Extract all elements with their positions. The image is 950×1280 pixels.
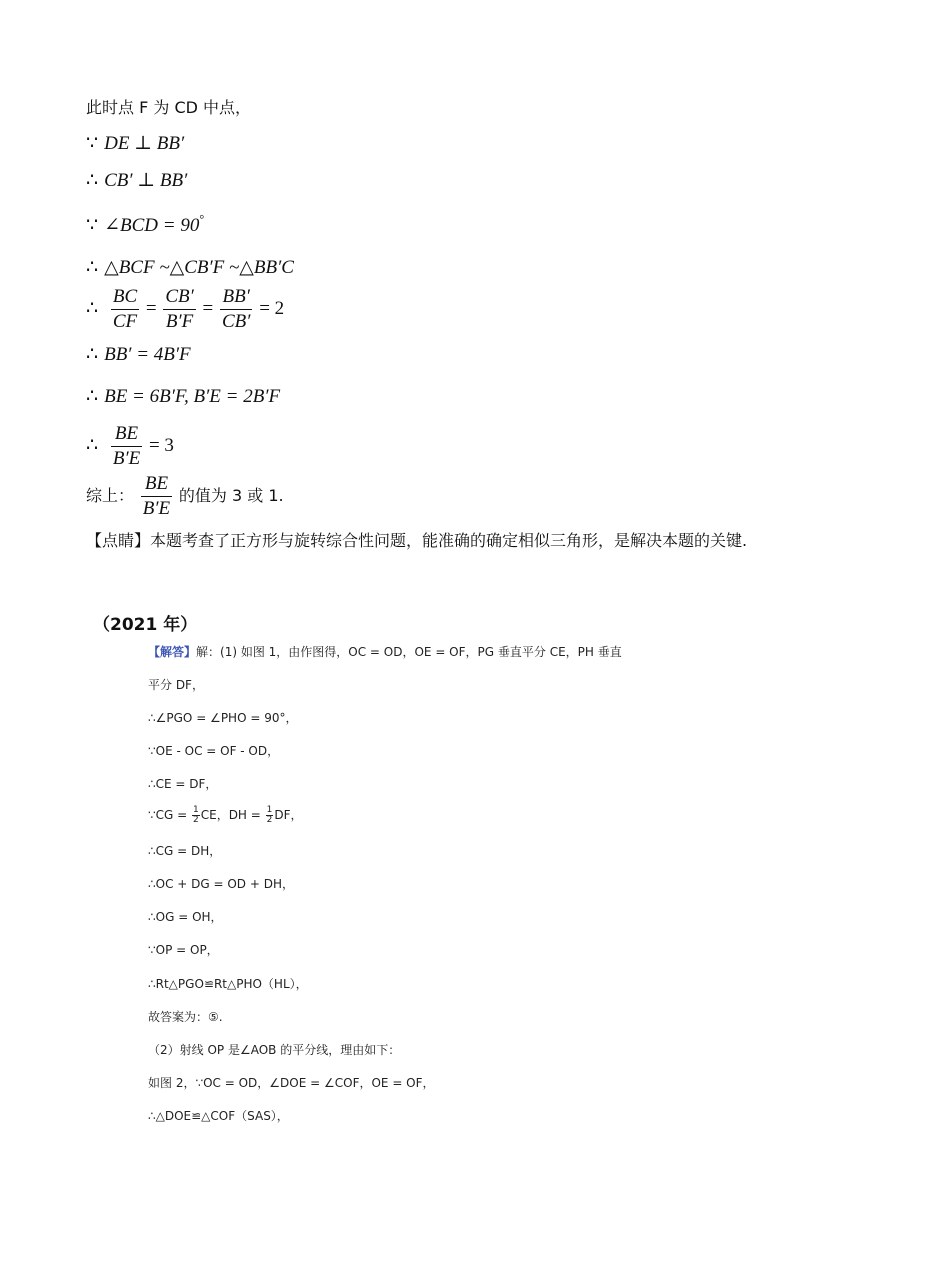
solution-line-5: ∴CE = DF， <box>148 777 218 791</box>
solution-line-12: 故答案为：⑤. <box>148 1010 223 1024</box>
math-line-ratio-three <box>86 423 174 470</box>
fraction: $\frac{BB'}{CB'}$ <box>222 286 251 332</box>
math-line-de-perp <box>86 132 184 155</box>
fraction: $\frac{BE}{B'E}$ <box>112 423 141 469</box>
fraction: $\frac{CB'}{B'F}$ <box>165 286 194 332</box>
math-line-be-equals <box>86 385 280 408</box>
math-rhs: = 3 <box>148 434 174 456</box>
math-rhs: = 2 <box>259 297 285 319</box>
solution-line-14: 如图 2，∵OC = OD，∠DOE = ∠COF，OE = OF， <box>148 1076 435 1090</box>
text-line-commentary: 【点睛】本题考查了正方形与旋转综合性问题，能准确的确定相似三角形，是解决本题的关键. <box>86 531 748 550</box>
degree-symbol: ° <box>199 212 205 226</box>
half-fraction: $\frac{1}{2}$ <box>266 805 273 825</box>
answer-tag: 【解答】 <box>148 645 197 659</box>
fraction: $\frac{BE}{B'E}$ <box>142 473 171 519</box>
solution-line-6: ∵CG = $\frac{1}{2}$ CE，DH = $\frac{1}{2}$ DF， <box>148 805 303 825</box>
math-expr: BB′ = 4B′F <box>104 344 191 365</box>
because-symbol: ∵ <box>86 133 99 154</box>
conclusion-suffix: 的值为 3 或 1. <box>178 485 284 505</box>
math-expr: CB′ ⊥ BB′ <box>104 170 188 191</box>
because-symbol: ∵ <box>86 215 99 236</box>
conclusion-prefix: 综上： <box>86 485 135 505</box>
text-line-midpoint: 此时点 F 为 CD 中点， <box>86 98 252 117</box>
math-line-similar-triangles <box>86 256 294 279</box>
section-heading-year: （2021 年） <box>93 615 198 635</box>
solution-line-8: ∴OC + DG = OD + DH， <box>148 877 294 891</box>
solution-line-2: 平分 DF， <box>148 678 204 692</box>
therefore-symbol: ∴ <box>86 257 99 278</box>
solution-line-15: ∴△DOE≌△COF（SAS）， <box>148 1109 289 1123</box>
math-line-cb-perp <box>86 169 187 192</box>
solution-line-7: ∴CG = DH， <box>148 844 222 858</box>
half-fraction: $\frac{1}{2}$ <box>193 805 199 825</box>
solution-line-13: （2）射线 OP 是∠AOB 的平分线，理由如下： <box>148 1043 401 1057</box>
math-line-ratio-equation: ∴ $\frac{BC}{CF}$ = $\frac{CB'}{B'F}$ = $\frac{BB'}{CB'}$ = 2 <box>86 286 285 332</box>
therefore-symbol: ∴ <box>86 386 99 407</box>
therefore-symbol: ∴ <box>86 344 99 365</box>
therefore-symbol: ∴ <box>86 434 99 456</box>
math-line-bb-equals <box>86 343 191 366</box>
solution-line-11: ∴Rt△PGO≌Rt△PHO（HL）， <box>148 977 308 991</box>
math-expr: ∠BCD = 90 <box>104 215 200 236</box>
therefore-symbol: ∴ <box>86 170 99 191</box>
solution-line-3: ∴∠PGO = ∠PHO = 90°， <box>148 711 298 725</box>
solution-line-10: ∵OP = OP， <box>148 943 219 957</box>
math-expr: BE = 6B′F, B′E = 2B′F <box>104 386 281 407</box>
fraction: $\frac{BC}{CF}$ <box>112 286 138 332</box>
math-line-angle-bcd <box>86 212 204 237</box>
math-line-conclusion <box>86 473 284 520</box>
solution-line-1: 【解答】解：(1) 如图 1，由作图得，OC = OD，OE = OF，PG 垂直平分 CE，PH 垂直 <box>148 645 622 659</box>
therefore-symbol: ∴ <box>86 297 99 319</box>
solution-line-9: ∴OG = OH， <box>148 910 223 924</box>
math-expr: DE ⊥ BB′ <box>104 133 185 154</box>
math-expr: △BCF ~△CB′F ~△BB′C <box>104 257 294 278</box>
solution-line-4: ∵OE - OC = OF - OD， <box>148 744 280 758</box>
